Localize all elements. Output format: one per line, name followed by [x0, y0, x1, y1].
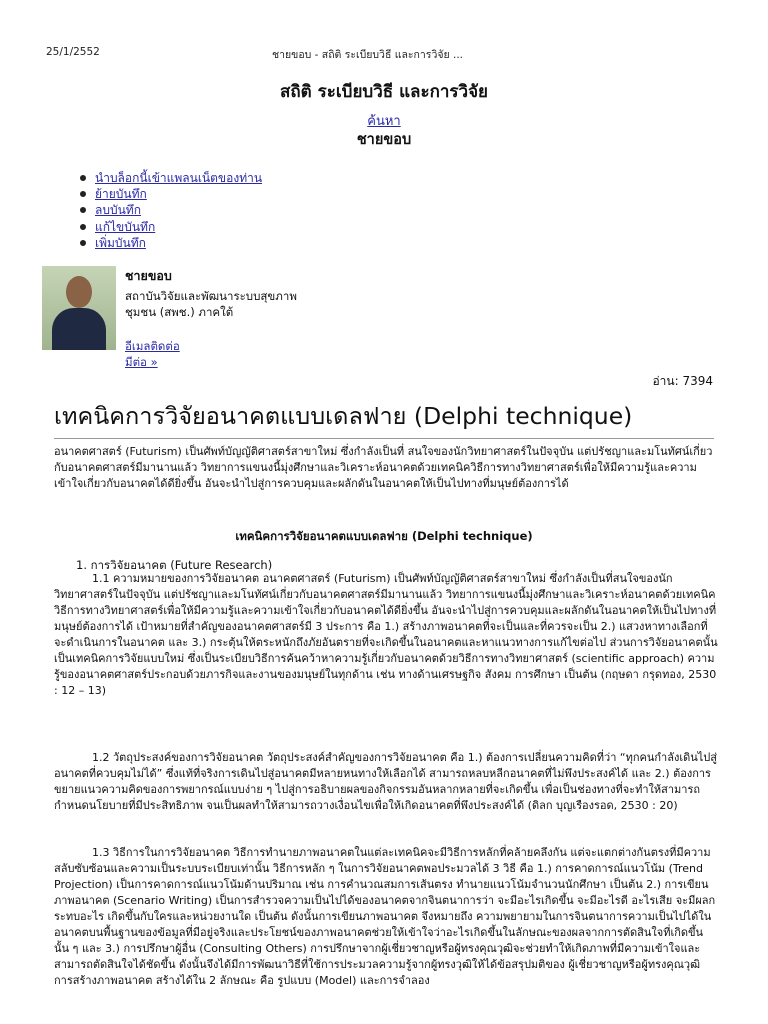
avatar-body: [52, 308, 106, 350]
paragraph-1-1: 1.1 ความหมายของการวิจัยอนาคต อนาคตศาสตร์ (Futurism) เป็นศัพท์บัญญัติศาสตร์สาขาใหม่ ซึ่งกำลังเป็นที่สนใจของนักวิทยาศาสตร์ในปัจจุบัน แต่ปรัชญาและมโนทัศน์เกี่ยวกับอนาคตศาสตร์มีมานานแล้ว วิทยาการแขนงนี้มุ่งศึกษาและวิเคราะห์อนาคตด้วยเทคนิควิธีการทางวิทยาศาสตร์เพื่อให้มีความรู้และความเข้าใจเกี่ยวกับอนาคตได้ดียิ่งขึ้น อันจะนำไปสู่การควบคุมและผลักดันในอนาคตให้เป็นไปทางที่มนุษย์ต้องการได้ เป้าหมายที่สำคัญของอนาคตศาสตร์มี 3 ประการ คือ 1.) สร้างภาพอนาคตที่จะเป็นและที่ควรจะเป็น 2.) แสวงหาทางเลือกที่จะดำเนินการในอนาคต และ 3.) กระตุ้นให้ตระหนักถึงภัยอันตรายที่จะเกิดขึ้นในอนาคตและหาแนวทางการแก้ไขต่อไป ส่วนการวิจัยอนาคตนั้น เป็นเทคนิคการวิจัยแบบใหม่ ซึ่งเป็นระเบียบวิธีการค้นคว้าหาความรู้เกี่ยวกับอนาคตด้วยวิธีการทางวิทยาศาสตร์ (scientific approach) ความรู้ของอนาคตศาสตร์ประกอบด้วยภารกิจและงานของมนุษย์ในทุกด้าน เช่น ทางด้านเศรษฐกิจ สังคม การศึกษา เป็นต้น (กฤษดา กรุดทอง, 2530 : 12 – 13): [54, 572, 718, 697]
paragraph-1-2: 1.2 วัตถุประสงค์ของการวิจัยอนาคต วัตถุประสงค์สำคัญของการวิจัยอนาคต คือ 1.) ต้องการเปลี่ยนความคิดที่ว่า “ทุกคนกำลังเดินไปสู่อนาคตที่ควบคุมไม่ได้” ซึ่งแท้ที่จริงการเดินไปสู่อนาคตมีหลายหนทางให้เลือกได้ สามารถหลบหลีกอนาคตที่ไม่พึงประสงค์ได้ และ 2.) ต้องการขยายแนวความคิดของการพยากรณ์แบบง่าย ๆ ไปสู่การอธิบายผลของกิจกรรมอันหลากหลายที่จะเกิดขึ้น เพื่อเป็นช่องทางที่จะทำให้สามารถกำหนดนโยบายที่มีประสิทธิภาพ จนเป็นผลทำให้สามารถวางเงื่อนไขเพื่อให้เกิดอนาคตที่พึงประสงค์ได้ (ดิลก บุญเรืองรอด, 2530 : 20): [54, 751, 717, 812]
delete-entry-link[interactable]: ลบบันทึก: [80, 202, 262, 218]
print-header: [46, 46, 726, 62]
profile-name: ชายขอบ: [125, 268, 172, 283]
print-date: 25/1/2552: [46, 46, 100, 58]
site-title: สถิติ ระเบียบวิธี และการวิจัย: [279, 82, 489, 102]
avatar: [42, 266, 116, 350]
edit-entry-link[interactable]: แก้ไขบันทึก: [80, 219, 262, 235]
move-entry-link[interactable]: ย้ายบันทึก: [80, 186, 262, 202]
title-divider: [54, 438, 714, 439]
print-page-title: ชายขอบ - สถิติ ระเบียบวิธี และการวิจัย ...: [272, 49, 463, 61]
search-link[interactable]: ค้นหา: [367, 114, 401, 129]
author-profile: [42, 266, 302, 376]
profile-organization: สถาบันวิจัยและพัฒนาระบบสุขภาพชุมชน (สพช.) ภาคใต้: [125, 289, 297, 319]
blog-action-list: [80, 170, 262, 251]
author-heading: ชายขอบ: [356, 132, 412, 148]
numbered-heading: 1. การวิจัยอนาคต (Future Research): [76, 558, 273, 572]
article-intro: อนาคตศาสตร์ (Futurism) เป็นศัพท์บัญญัติศาสตร์สาขาใหม่ ซึ่งกำลังเป็นที่ สนใจของนักวิทยาศาสตร์ในปัจจุบัน แต่ปรัชญาและมโนทัศน์เกี่ยวกับอนาคตศาสตร์มีมานานแล้ว วิทยาการแขนงนี้มุ่งศึกษาและวิเคราะห์อนาคตด้วยเทคนิควิธีการทางวิทยาศาสตร์เพื่อให้มีความรู้และความเข้าใจเกี่ยวกับอนาคตได้ดียิ่งขึ้น อันจะนำไปสู่การควบคุมและผลักดันในอนาคตให้เป็นไปทางที่มนุษย์ต้องการได้: [54, 445, 713, 490]
read-count: อ่าน: 7394: [652, 374, 713, 388]
paragraph-1-3: 1.3 วิธีการในการวิจัยอนาคต วิธีการทำนายภาพอนาคตในแต่ละเทคนิคจะมีวิธีการหลักที่คล้ายคลึงกัน แต่จะแตกต่างกันตรงที่มีความสลับซับซ้อนและความเป็นระบบระเบียบเท่านั้น วิธีการหลัก ๆ ในการวิจัยอนาคตพอประมวลได้ 3 วิธี คือ 1.) การคาดการณ์แนวโน้ม (Trend Projection) เป็นการคาดการณ์แนวโน้มด้านปริมาณ เช่น การคำนวณสมการเส้นตรง ทำนายแนวโน้มจำนวนนักศึกษา เป็นต้น 2.) การเขียนภาพอนาคต (Scenario Writing) เป็นการสำรวจความเป็นไปได้ของอนาคตจากจินตนาการว่า จะมีอะไรเกิดขึ้น จะมีอะไรดี อะไรเสีย จะมีผลกระทบอะไร เกิดขึ้นกับใครและหน่วยงานใด เป็นต้น ดังนั้นการเขียนภาพอนาคต จึงหมายถึง ความพยายามในการจินตนาการความเป็นไปได้ในอนาคตบนพื้นฐานของข้อมูลที่มีอยู่จริงและประโยชน์ของภาพอนาคตช่วยให้เข้าใจว่าอะไรเกิดขึ้นในลักษณะของผลจากการตัดสินใจที่เกิดขึ้นนั้น ๆ และ 3.) การปรึกษาผู้อื่น (Consulting Others) การปรึกษาจากผู้เชี่ยวชาญหรือผู้ทรงคุณวุฒิจะช่วยทำให้เกิดภาพที่มีความเข้าใจและสามารถตัดสินใจได้ชัดขึ้น ดังนั้นจึงได้มีการพัฒนาวิธีที่ใช้การประมวลความรู้จากผู้ทรงวุฒิให้ได้ข้อสรุปมติของ ผู้เชี่ยวชาญหรือผู้ทรงคุณวุฒิ การสร้างภาพอนาคต สร้างได้ใน 2 ลักษณะ คือ รูปแบบ (Model) และการจำลอง: [54, 846, 716, 987]
article-title: เทคนิคการวิจัยอนาคตแบบเดลฟาย (Delphi technique): [54, 402, 633, 430]
add-entry-link[interactable]: เพิ่มบันทึก: [80, 235, 262, 251]
email-contact-link[interactable]: อีเมลติดต่อ: [125, 339, 180, 353]
section-title: เทคนิคการวิจัยอนาคตแบบเดลฟาย (Delphi technique): [235, 529, 533, 543]
avatar-head: [66, 276, 92, 308]
add-to-planet-link[interactable]: นำบล็อกนี้เข้าแพลนเน็ตของท่าน: [80, 170, 262, 186]
more-link[interactable]: มีต่อ »: [125, 355, 158, 369]
